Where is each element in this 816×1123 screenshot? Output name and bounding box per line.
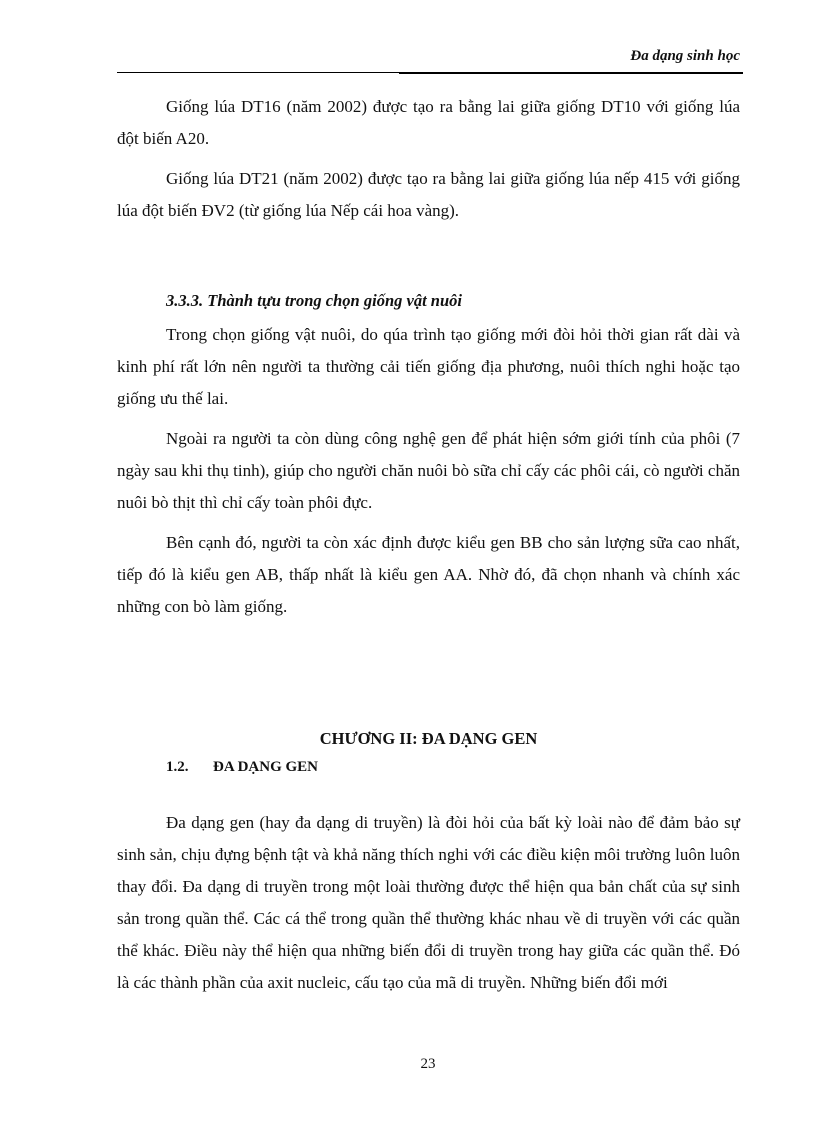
running-header-title: Đa dạng sinh học bbox=[630, 48, 740, 64]
paragraph-genotype-bb: Bên cạnh đó, người ta còn xác định được kiểu gen BB cho sản lượng sữa cao nhất, tiếp đó là kiểu gen AB, thấp nhất là kiểu gen AA. Nhờ đó, đã chọn nhanh và chính xác những con bò làm giống. bbox=[117, 533, 740, 616]
section-heading-3-3-3: 3.3.3. Thành tựu trong chọn giống vật nuôi bbox=[166, 291, 462, 310]
page-body bbox=[117, 91, 740, 999]
chapter-title: CHƯƠNG II: ĐA DẠNG GEN bbox=[319, 729, 538, 748]
paragraph-dt21: Giống lúa DT21 (năm 2002) được tạo ra bằng lai giữa giống lúa nếp 415 với giống lúa đột biến ĐV2 (từ giống lúa Nếp cái hoa vàng). bbox=[117, 169, 740, 220]
paragraph-gene-technology: Ngoài ra người ta còn dùng công nghệ gen để phát hiện sớm giới tính của phôi (7 ngày sau khi thụ tinh), giúp cho người chăn nuôi bò sữa chỉ cấy các phôi cái, cò người chăn nuôi bò thịt thì chỉ cấy toàn phôi đực. bbox=[117, 429, 740, 512]
page-number: 23 bbox=[420, 1056, 436, 1072]
header-rule-thick bbox=[399, 72, 743, 74]
subsection-heading bbox=[117, 757, 740, 777]
paragraph-dt16: Giống lúa DT16 (năm 2002) được tạo ra bằng lai giữa giống DT10 với giống lúa đột biến A20. bbox=[117, 97, 740, 148]
header-rule-thin bbox=[117, 72, 399, 73]
subsection-number: 1.2. bbox=[166, 759, 189, 775]
paragraph-genetic-diversity: Đa dạng gen (hay đa dạng di truyền) là đòi hỏi của bất kỳ loài nào để đảm bảo sự sinh sản, chịu đựng bệnh tật và khả năng thích nghi với các điều kiện môi trường luôn luôn thay đổi. Đa dạng di truyền trong một loài thường được thể hiện qua bản chất của sự sinh sản trong quần thể. Các cá thể trong quần thể thường khác nhau về di truyền với các quần thể khác. Điều này thể hiện qua những biến đổi di truyền trong hay giữa các quần thể. Đó là các thành phần của axit nucleic, cấu tạo của mã di truyền. Những biến đổi mới bbox=[117, 813, 740, 992]
paragraph-livestock-selection: Trong chọn giống vật nuôi, do qúa trình tạo giống mới đòi hỏi thời gian rất dài và kinh phí rất lớn nên người ta thường cải tiến giống địa phương, nuôi thích nghi hoặc tạo giống ưu thế lai. bbox=[117, 325, 740, 408]
subsection-title: ĐA DẠNG GEN bbox=[213, 759, 319, 775]
